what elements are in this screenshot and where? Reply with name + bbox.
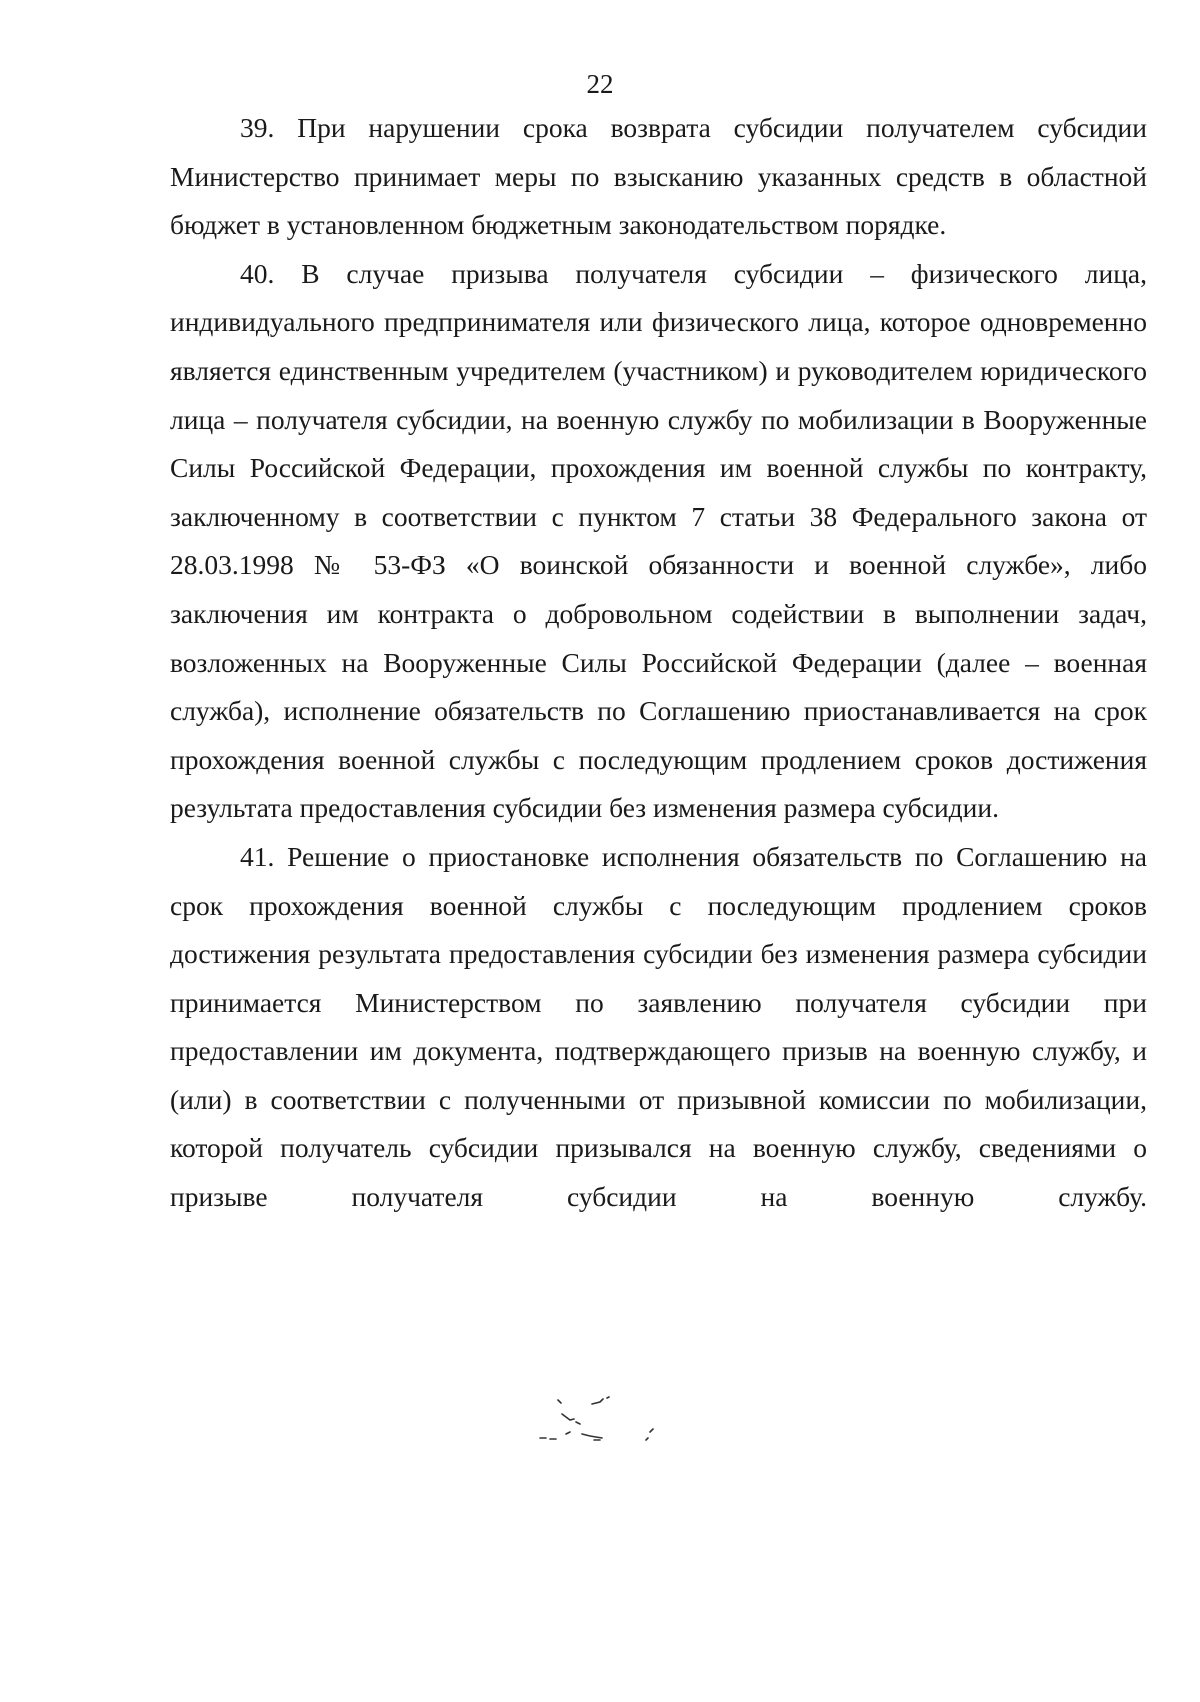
- signature-mark: [530, 1394, 710, 1454]
- document-body: [170, 104, 1147, 1222]
- page-number: 22: [586, 69, 614, 99]
- paragraph-39: 39. При нарушении срока возврата субсидии получателем субсидии Министерство принимает меры по взысканию указанных средств в областной бюджет в установленном бюджетным законодательством порядке.: [170, 112, 1147, 241]
- paragraph-40: 40. В случае призыва получателя субсидии – физического лица, индивидуального предпринимателя или физического лица, которое одновременно является единственным учредителем (участником) и руководителем юридического лица – получателя субсидии, на военную службу по мобилизации в Вооруженные Силы Российской Федерации, прохождения им военной службы по контракту, заключенному в соответствии с пунктом 7 статьи 38 Федерального закона от 28.03.1998 № 53-ФЗ «О воинской обязанности и военной службе», либо заключения им контракта о добровольном содействии в выполнении задач, возложенных на Вооруженные Силы Российской Федерации (далее – военная служба), исполнение обязательств по Соглашению приостанавливается на срок прохождения военной службы с последующим продлением сроков достижения результата предоставления субсидии без изменения размера субсидии.: [170, 257, 1147, 824]
- paragraph-41: 41. Решение о приостановке исполнения обязательств по Соглашению на срок прохождения военной службы с последующим продлением сроков достижения результата предоставления субсидии без изменения размера субсидии принимается Министерством по заявлению получателя субсидии при предоставлении им документа, подтверждающего призыв на военную службу, и (или) в соответствии с полученными от призывной комиссии по мобилизации, которой получатель субсидии призывался на военную службу, сведениями о призыве получателя субсидии на военную службу.: [170, 840, 1147, 1213]
